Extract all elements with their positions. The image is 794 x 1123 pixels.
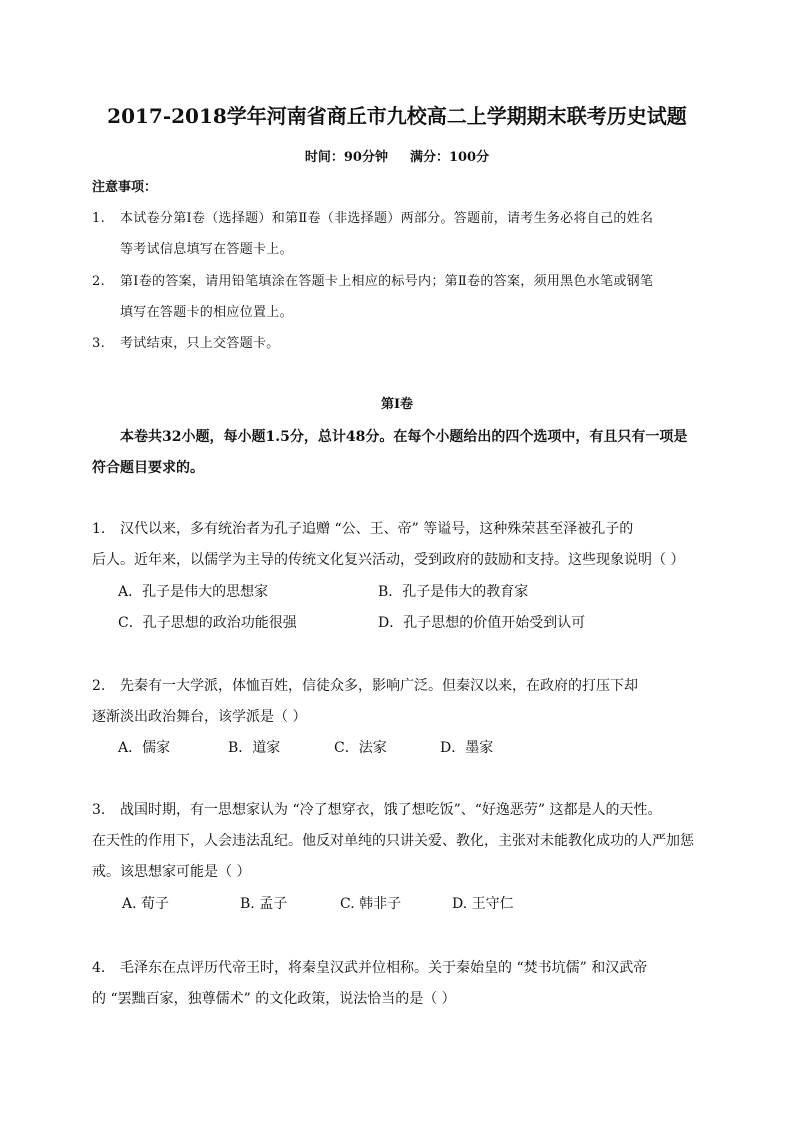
q3-option-a[interactable]: A. 荀子 <box>122 896 170 912</box>
q2-option-d[interactable]: D．墨家 <box>440 740 494 756</box>
question-1-cont: 后人。近年来，以儒学为主导的传统文化复兴活动，受到政府的鼓励和支持。这些现象说明（ ） <box>92 552 685 568</box>
question-2-cont: 逐渐淡出政治舞台，该学派是（ ） <box>92 709 307 725</box>
question-text: 毛泽东在点评历代帝王时，将秦皇汉武并位相称。关于秦始皇的 “焚书坑儒” 和汉武帝 <box>120 960 648 976</box>
question-text: 先秦有一大学派，体恤百姓，信徒众多，影响广泛。但秦汉以来，在政府的打压下却 <box>120 678 638 694</box>
notice-item-1-cont: 等考试信息填写在答题卡上。 <box>120 242 293 257</box>
question-number: 3. <box>92 802 106 818</box>
q1-option-b[interactable]: B．孔子是伟大的教育家 <box>378 584 529 600</box>
notice-item-2 <box>92 270 653 289</box>
notice-heading: 注意事项： <box>92 180 158 195</box>
section-intro-cont: 符合题目要求的。 <box>92 460 204 476</box>
notice-number: 3. <box>92 336 106 351</box>
section-title: 第Ⅰ卷 <box>380 397 414 412</box>
question-4 <box>92 957 647 977</box>
notice-text: 第Ⅰ卷的答案，请用铅笔填涂在答题卡上相应的标号内；第Ⅱ卷的答案，须用黑色水笔或钢笔 <box>120 274 654 289</box>
q2-option-b[interactable]: B．道家 <box>228 740 281 756</box>
question-4-cont: 的 “罢黜百家，独尊儒术” 的文化政策，说法恰当的是（ ） <box>92 991 456 1007</box>
question-number: 4. <box>92 960 106 976</box>
notice-item-1 <box>92 207 653 226</box>
question-3-cont: 在天性的作用下，人会违法乱纪。他反对单纯的只讲关爱、教化，主张对未能教化成功的人严加惩 <box>92 833 694 849</box>
question-number: 1. <box>92 521 106 537</box>
notice-text: 考试结束，只上交答题卡。 <box>120 336 280 351</box>
q3-option-c[interactable]: C. 韩非子 <box>340 896 402 912</box>
notice-item-3 <box>92 332 280 351</box>
question-text: 汉代以来，多有统治者为孔子追赠 “公、王、帝” 等谥号，这种殊荣甚至泽被孔子的 <box>120 521 634 537</box>
notice-item-2-cont: 填写在答题卡的相应位置上。 <box>120 305 293 320</box>
question-1 <box>92 518 633 538</box>
exam-meta <box>0 146 794 165</box>
exam-title: 2017-2018学年河南省商丘市九校高二上学期期末联考历史试题 <box>107 104 687 128</box>
section-intro: 本卷共32小题，每小题1.5分，总计48分。在每个小题给出的四个选项中，有且只有一项是 <box>120 429 688 445</box>
question-number: 2. <box>92 678 106 694</box>
q1-option-a[interactable]: A．孔子是伟大的思想家 <box>118 584 269 600</box>
notice-text: 本试卷分第Ⅰ卷（选择题）和第Ⅱ卷（非选择题）两部分。答题前，请考生务必将自己的姓名 <box>120 211 654 226</box>
question-text: 战国时期，有一思想家认为 “冷了想穿衣，饿了想吃饭”、“好逸恶劳” 这都是人的天性。 <box>120 802 662 818</box>
notice-number: 1. <box>92 211 106 226</box>
q1-option-d[interactable]: D．孔子思想的价值开始受到认可 <box>378 615 586 631</box>
q1-option-c[interactable]: C．孔子思想的政治功能很强 <box>118 615 297 631</box>
question-3-cont-2: 戒。该思想家可能是（ ） <box>92 864 251 880</box>
score-label: 满分：100分 <box>409 150 490 165</box>
time-label: 时间：90分钟 <box>304 150 388 165</box>
question-2 <box>92 675 638 695</box>
q2-option-a[interactable]: A．儒家 <box>118 740 171 756</box>
q3-option-d[interactable]: D. 王守仁 <box>452 896 514 912</box>
q2-option-c[interactable]: C．法家 <box>334 740 387 756</box>
question-3 <box>92 799 662 819</box>
notice-number: 2. <box>92 274 106 289</box>
q3-option-b[interactable]: B. 孟子 <box>240 896 288 912</box>
